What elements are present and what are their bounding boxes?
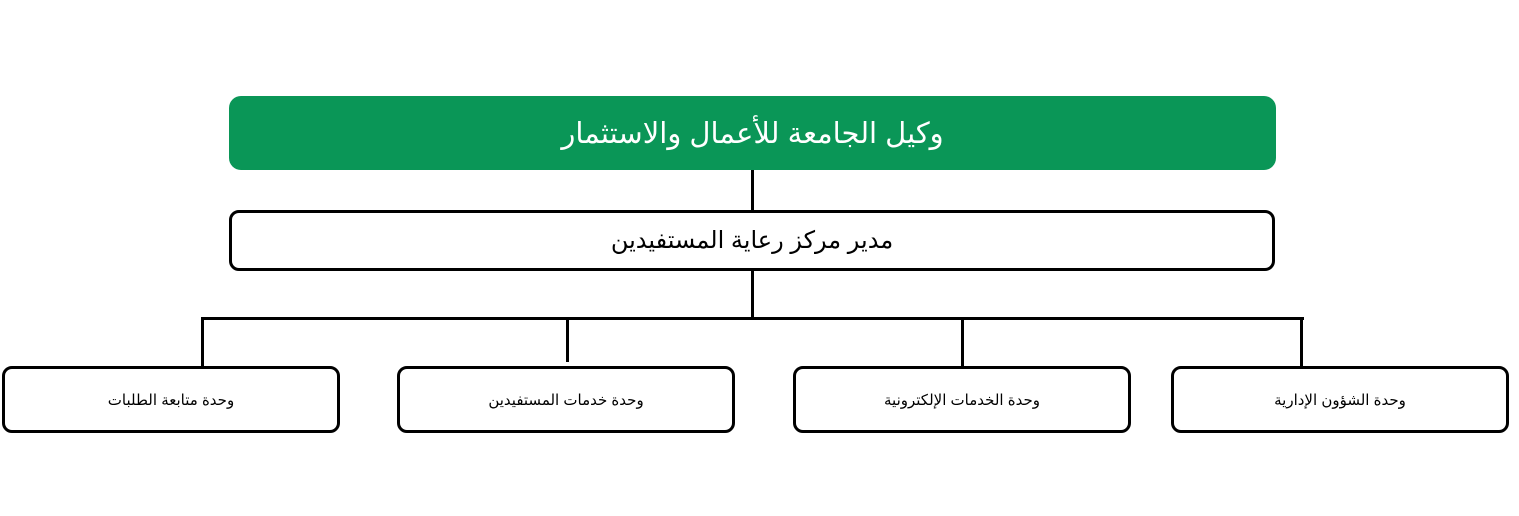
connector-top-to-manager	[751, 169, 754, 211]
node-beneficiary-services-unit	[397, 366, 735, 433]
connector-horizontal-bar	[201, 317, 1304, 320]
node-electronic-services-unit	[793, 366, 1131, 433]
connector-drop-unit-1	[1300, 317, 1303, 367]
node-label: وحدة متابعة الطلبات	[107, 391, 235, 409]
connector-drop-unit-3	[566, 317, 569, 362]
node-administrative-affairs-unit	[1171, 366, 1509, 433]
node-label: وحدة الخدمات الإلكترونية	[884, 391, 1040, 409]
node-requests-follow-up-unit	[2, 366, 340, 433]
connector-drop-unit-4	[201, 317, 204, 367]
node-label: وحدة خدمات المستفيدين	[488, 391, 644, 409]
node-label: مدير مركز رعاية المستفيدين	[610, 227, 894, 254]
node-beneficiary-care-center-director	[229, 210, 1275, 271]
connector-manager-to-bar	[751, 270, 754, 320]
connector-drop-unit-2	[961, 320, 964, 367]
node-vice-rector-business-investment	[229, 96, 1276, 170]
node-label: وكيل الجامعة للأعمال والاستثمار	[561, 117, 944, 150]
node-label: وحدة الشؤون الإدارية	[1274, 391, 1406, 409]
